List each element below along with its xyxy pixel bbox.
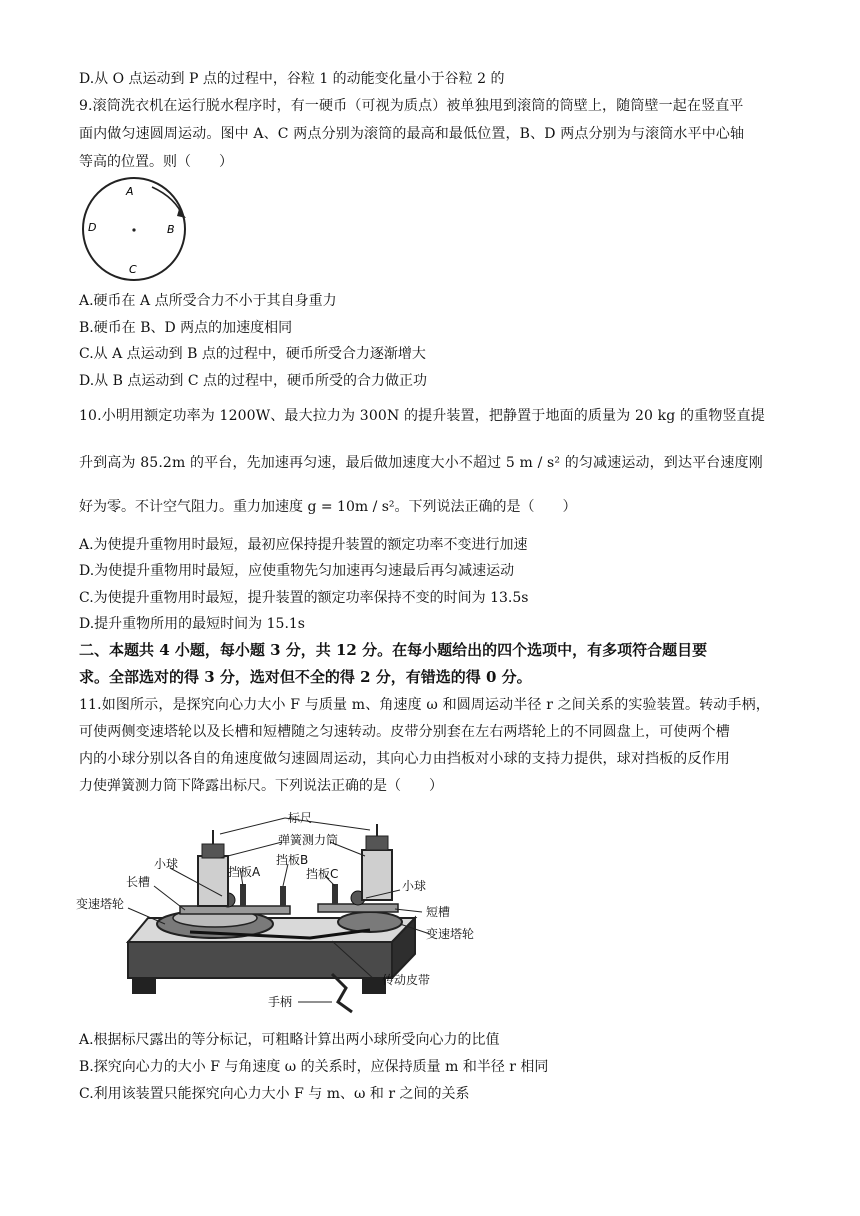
- section2-heading-line1: 二、本题共 4 小题，每小题 3 分，共 12 分。在每小题给出的四个选项中，有多项符合题目要: [79, 641, 708, 659]
- label-short-groove: 短槽: [426, 905, 451, 919]
- q10-option-a: A.为使提升重物用时最短，最初应保持提升装置的额定功率不变进行加速: [79, 537, 528, 553]
- q9-option-c: C.从 A 点运动到 B 点的过程中，硬币所受合力逐渐增大: [79, 346, 426, 362]
- q9-stem-line1: 9.滚筒洗衣机在运行脱水程序时，有一硬币（可视为质点）被单独甩到滚筒的筒壁上，随筒壁一起在竖直平: [79, 98, 744, 114]
- washing-drum-figure: [80, 176, 192, 288]
- label-spring-tube: 弹簧测力筒: [278, 833, 339, 847]
- q11-option-a: A.根据标尺露出的等分标记，可粗略计算出两小球所受向心力的比值: [79, 1032, 500, 1048]
- label-handle: 手柄: [268, 995, 293, 1009]
- handle-icon: [332, 974, 352, 1012]
- q9-stem-line2: 面内做匀速圆周运动。图中 A、C 两点分别为滚筒的最高和最低位置，B、D 两点分别为与滚筒水平中心轴: [79, 126, 745, 142]
- baffle-b: [280, 886, 286, 906]
- q11-option-b: B.探究向心力的大小 F 与角速度 ω 的关系时，应保持质量 m 和半径 r 相同: [79, 1059, 549, 1075]
- q10-stem-line2: 升到高为 85.2m 的平台，先加速再匀速，最后做加速度大小不超过 5 m / s² 的匀减速运动，到达平台速度刚: [79, 455, 763, 471]
- q10-option-c: C.为使提升重物用时最短，提升装置的额定功率保持不变的时间为 13.5s: [79, 590, 529, 606]
- q9-option-b: B.硬币在 B、D 两点的加速度相同: [79, 320, 293, 336]
- q11-stem-line1: 11.如图所示，是探究向心力大小 F 与质量 m、角速度 ω 和圆周运动半径 r 之间关系的实验装置。转动手柄，: [79, 697, 770, 713]
- q8-option-d: D.从 O 点运动到 P 点的过程中，谷粒 1 的动能变化量小于谷粒 2 的: [79, 71, 505, 87]
- label-long-groove: 长槽: [126, 875, 151, 889]
- q10-option-d: D.提升重物所用的最短时间为 15.1s: [79, 616, 305, 632]
- label-c: C: [129, 263, 137, 276]
- spring-tube-left-cap: [202, 844, 224, 858]
- label-baffle-c: 挡板C: [306, 867, 339, 881]
- label-ball-left: 小球: [154, 857, 179, 871]
- q11-stem-line4: 力使弹簧测力筒下降露出标尺。下列说法正确的是（ ）: [79, 778, 443, 794]
- spring-tube-right-cap: [366, 836, 388, 850]
- long-groove: [180, 906, 290, 914]
- q11-option-c: C.利用该装置只能探究向心力大小 F 与 m、ω 和 r 之间的关系: [79, 1086, 470, 1102]
- label-ball-right: 小球: [402, 879, 427, 893]
- q9-stem-line3: 等高的位置。则（ ）: [79, 154, 233, 170]
- label-pulley-right: 变速塔轮: [426, 927, 475, 941]
- label-baffle-a: 挡板A: [228, 865, 261, 879]
- q11-stem-line2: 可使两侧变速塔轮以及长槽和短槽随之匀速转动。皮带分别套在左右两塔轮上的不同圆盘上，可使两个槽: [79, 724, 730, 740]
- q10-stem-line1: 10.小明用额定功率为 1200W、最大拉力为 300N 的提升装置，把静置于地面的质量为 20 kg 的重物竖直提: [79, 408, 765, 424]
- q9-option-d: D.从 B 点运动到 C 点的过程中，硬币所受的合力做正功: [79, 373, 427, 389]
- centripetal-apparatus-figure: [70, 806, 520, 1024]
- baffle-a: [240, 884, 246, 906]
- q10-option-b: D.为使提升重物用时最短，应使重物先匀加速再匀速最后再匀减速运动: [79, 563, 515, 579]
- label-d: D: [88, 221, 97, 234]
- label-belt: 传动皮带: [382, 973, 431, 987]
- q11-stem-line3: 内的小球分别以各自的角速度做匀速圆周运动，其向心力由挡板对小球的支持力提供，球对挡板的反作用: [79, 751, 730, 767]
- q9-option-a: A.硬币在 A 点所受合力不小于其自身重力: [79, 293, 337, 309]
- section2-heading-line2: 求。全部选对的得 3 分，选对但不全的得 2 分，有错选的得 0 分。: [79, 668, 532, 686]
- label-b: B: [167, 223, 175, 236]
- baffle-c: [332, 884, 338, 904]
- label-pulley-left: 变速塔轮: [76, 897, 125, 911]
- label-ruler: 标尺: [288, 811, 313, 825]
- label-baffle-b: 挡板B: [276, 853, 309, 867]
- q10-stem-line3: 好为零。不计空气阻力。重力加速度 g = 10m / s²。下列说法正确的是（ ）: [79, 499, 577, 515]
- label-a: A: [126, 185, 134, 198]
- drum-center-dot: [132, 228, 135, 231]
- spring-tube-left: [198, 856, 228, 906]
- pulley-right: [338, 912, 402, 932]
- base-foot-left: [132, 978, 156, 994]
